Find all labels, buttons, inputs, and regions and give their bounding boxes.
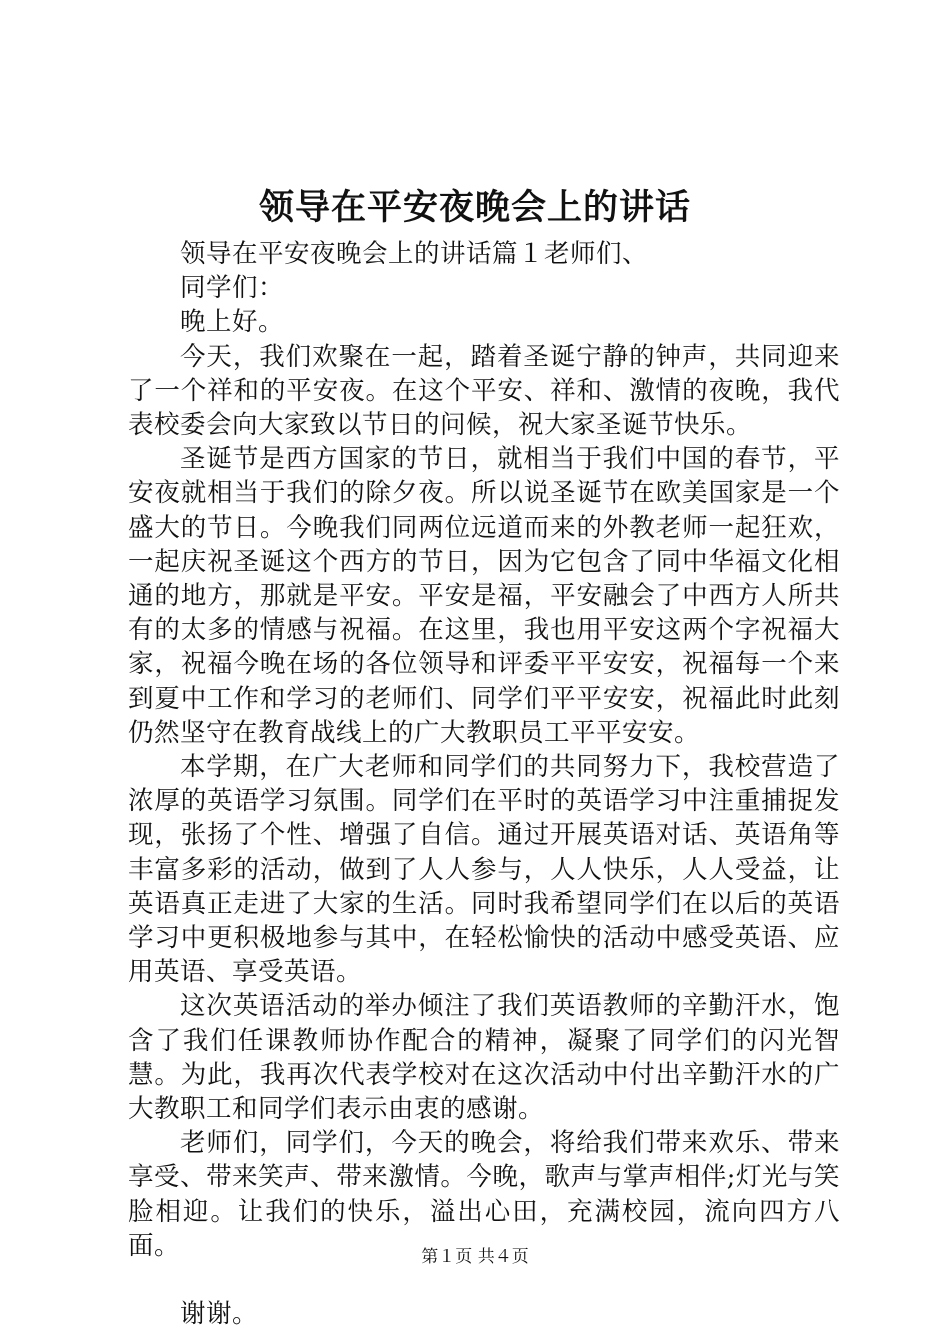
paragraph-christmas: 圣诞节是西方国家的节日，就相当于我们中国的春节，平安夜就相当于我们的除夕夜。所以说圣诞节在欧美国家是一个盛大的节日。今晚我们同两位远道而来的外教老师一起狂欢，一起庆祝圣诞这个西方的节日，因为它包含了同中华福文化相通的地方，那就是平安。平安是福，平安融会了中西方人所共有的太多的情感与祝福。在这里，我也用平安这两个字祝福大家，祝福今晚在场的各位领导和评委平平安安，祝福每一个来到夏中工作和学习的老师们、同学们平平安安，祝福此时此刻仍然坚守在教育战线上的广大教职员工平平安安。 — [128, 444, 840, 748]
paragraph-semester: 本学期，在广大老师和同学们的共同努力下，我校营造了浓厚的英语学习氛围。同学们在平时的英语学习中注重捕捉发现，张扬了个性、增强了自信。通过开展英语对话、英语角等丰富多彩的活动，做到了人人参与，人人快乐，人人受益，让英语真正走进了大家的生活。同时我希望同学们在以后的英语学习中更积极地参与其中，在轻松愉快的活动中感受英语、应用英语、享受英语。 — [128, 752, 840, 988]
paragraph-evening: 老师们，同学们，今天的晚会，将给我们带来欢乐、带来享受、带来笑声、带来激情。今晚，歌声与掌声相伴;灯光与笑脸相迎。让我们的快乐，溢出心田，充满校园，流向四方八面。 — [128, 1128, 840, 1261]
document-body — [128, 237, 840, 1331]
paragraph-salutation-line-2: 同学们： — [180, 273, 285, 304]
paragraph-salutation-line-1: 领导在平安夜晚会上的讲话篇１老师们、 — [180, 239, 649, 269]
paragraph-thanks-teachers: 这次英语活动的举办倾注了我们英语教师的辛勤汗水，饱含了我们任课教师协作配合的精神，凝聚了同学们的闪光智慧。为此，我再次代表学校对在这次活动中付出辛勤汗水的广大教职工和同学们表示由衷的感谢。 — [128, 991, 840, 1125]
paragraph-opening: 今天，我们欢聚在一起，踏着圣诞宁静的钟声，共同迎来了一个祥和的平安夜。在这个平安、祥和、激情的夜晚，我代表校委会向大家致以节日的问候，祝大家圣诞节快乐。 — [128, 341, 840, 441]
paragraph-closing: 谢谢。 — [180, 1299, 259, 1330]
paragraph-greeting: 晚上好。 — [180, 307, 285, 338]
page-number: 第１页 共４页 — [421, 1247, 529, 1267]
document-title: 领导在平安夜晚会上的讲话 — [258, 187, 691, 228]
